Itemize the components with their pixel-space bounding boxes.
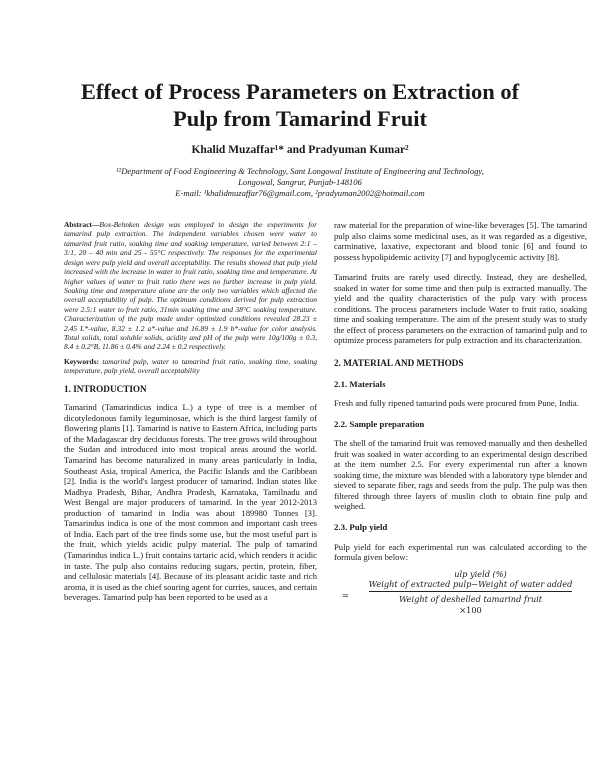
title-line-2: Pulp from Tamarind Fruit — [173, 106, 427, 131]
pulp-yield-heading: 2.3. Pulp yield — [334, 522, 388, 533]
right-column — [334, 220, 587, 616]
affiliation-line-1: ¹²Department of Food Engineering & Technology, Sant Longowal Institute of Engineering and Technology, — [116, 166, 484, 176]
keywords — [64, 357, 317, 376]
abstract-label: Abstract— — [64, 220, 100, 229]
abstract-text: Box-Behnken design was employed to design the experiments for tamarind pulp extraction. The independent variables chosen were water to tamarind fruit ratio, soaking time and soaking temperature, varied between 2:1 – 3:1, 20 – 40 min and 25 - 55°C respectively. The responses for the experimental design were pulp yield and overall acceptability. The results showed that pulp yield increased with the increase in water to fruit ratio, soaking time and temperature. At higher values of water to fruit ratio there was no further increase in pulp yield. Soaking time and temperature alone are the only two variables which affected the overall acceptability of pulp. The optimum conditions derived for pulp extraction were 2.5:1 water to fruit ratio, 31min soaking time and 38°C soaking temperature. Characterization of the pulp made under optimized conditions revealed 28.23 ± 2.45 L*-value, 8.32 ± 1.2 a*-value and 16.89 ± 1.9 b*-value for color analysis. Total solids, total soluble solids, acidity and pH of the pulp were 10g/100g ± 0.3, 8.4 ± 0.2°B, 11.86 ± 0.4% and 2.24 ± 0.2 respectively. — [64, 220, 317, 352]
keywords-label: Keywords: — [64, 356, 99, 366]
formula-equals: = — [342, 589, 349, 600]
formula-lhs: ulp yield (%) — [454, 568, 507, 579]
materials-heading: 2.1. Materials — [334, 378, 386, 389]
methods-heading: 2. MATERIAL AND METHODS — [334, 358, 464, 369]
paper-title — [40, 78, 560, 132]
right-paragraph-2: Tamarind fruits are rarely used directly. Instead, they are deshelled, soaked in water for some time and then pulp is extracted manually. The yield and the quality characteristics of the pulp vary with process conditions. The process parameters include Water to fruit ratio, soaking time and soaking temperature. The aim of the present study was to study the effect of process parameters on the extraction of tamarind pulp and to optimize process parameters for pulp extraction and its characterization. — [334, 272, 587, 346]
authors: Khalid Muzaffar¹* and Pradyuman Kumar² — [191, 144, 409, 156]
title-line-1: Effect of Process Parameters on Extraction of — [80, 79, 520, 104]
intro-heading: 1. INTRODUCTION — [64, 383, 147, 394]
formula-numerator: Weight of extracted pulp−Weight of water added — [369, 579, 573, 592]
pulp-yield-formula — [334, 569, 587, 616]
sample-prep-text: The shell of the tamarind fruit was removed manually and then deshelled fruit was soaked in water according to an experimental design described at the item number 2.5. For every experimental run after a known soaking time, the mixture was blended with a laboratory type blender and sieved to separate fiber, rags and seeds from the pulp. The pulp was then filtered through three layers of muslin cloth to obtain fine pulp and weighed. — [334, 438, 587, 512]
affiliation — [80, 166, 520, 199]
affiliation-line-2: Longowal, Sangrur, Punjab-148106 — [238, 177, 362, 187]
keywords-text: tamarind pulp, water to tamarind fruit ratio, soaking time, soaking temperature, pulp yield, overall acceptability — [64, 356, 317, 376]
affiliation-email: E-mail: ¹khalidmuzaffar76@gmail.com, ²pradyuman2002@hotmail.com — [175, 188, 425, 198]
materials-text: Fresh and fully ripened tamarind pods were procured from Pune, India. — [334, 398, 579, 409]
formula-denominator: Weight of deshelled tamarind fruit — [398, 593, 543, 604]
left-column — [64, 220, 317, 603]
right-paragraph-1: raw material for the preparation of wine-like beverages [5]. The tamarind pulp also claims some medicinal uses, as it was regarded as a digestive, carminative, laxative, expectorant and blood tonic [6] and found to possess hypolipidemic activity [7] and hypoglycemic activity [8]. — [334, 220, 587, 262]
pulp-yield-text: Pulp yield for each experimental run was calculated according to the formula given below: — [334, 541, 587, 563]
abstract — [64, 220, 317, 352]
intro-paragraph: Tamarind (Tamarindicus indica L.) a type of tree is a member of dicotyledonous family leguminosae, which is the third largest family of flowering plants [1]. Tamarind is native to Eastern Africa, including parts of the Madagascar dry deciduous forests. The tree grows wild throughout the Sudan and introduced into most tropical areas around the world. Tamarind has become naturalized in many areas particularly in India, Southeast Asia, tropical America, the Pacific Islands and the Caribbean [2]. India is the world's largest producer of tamarind. Indian states like Madhya Pradesh, Bihar, Andhra Pradesh, Karnataka, Tamilnadu and West Bengal are major producers of tamarind. In the year 2012-2013 production of tamarind in India was about 189980 Tonnes [3]. Tamarindus indica is one of the most common and important cash trees of India. Each part of the tree finds some use, but the most useful part is the fruit, which yields acidic pulpy material. The pulp of tamarind (Tamarindus indica L.) fruit contains tartaric acid, which renders it acidic in taste. The pulp also contains reducing sugars, pectin, protein, fiber, and cellulosic materials [4]. Because of its pleasant acidic taste and rich aroma, it is used as the chief souring agent for curries, sauces, and certain beverages. Tamarind pulp has been reported to be used as a — [64, 402, 317, 603]
sample-prep-heading: 2.2. Sample preparation — [334, 418, 425, 429]
formula-multiplier: ×100 — [459, 605, 482, 616]
